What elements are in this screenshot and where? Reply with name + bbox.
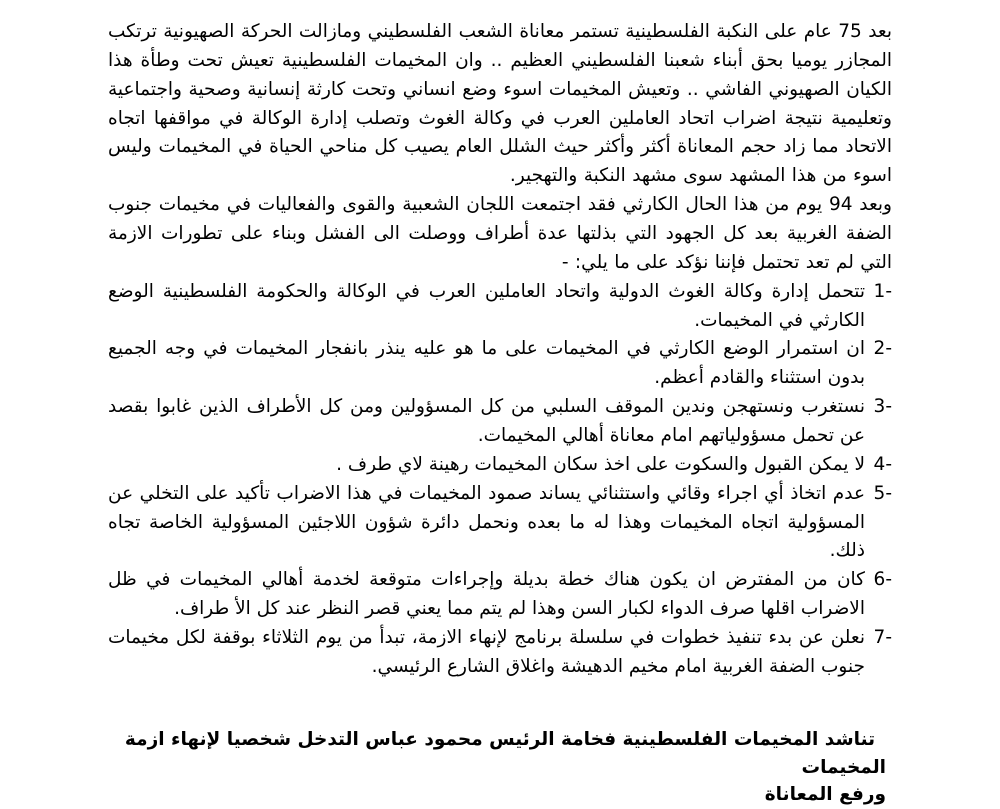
list-item: [108, 451, 892, 480]
list-item-text: نستغرب ونستهجن وندين الموقف السلبي من كل المسؤولين ومن كل الأطراف الذين غابوا بقصد عن تحمل مسؤولياتهم امام معاناة أهالي المخيمات.: [108, 396, 865, 447]
list-item-marker: 5-: [873, 482, 892, 504]
list-item: [108, 480, 892, 567]
list-item-text: كان من المفترض ان يكون هناك خطة بديلة وإجراءات متوقعة لخدمة أهالي المخيمات في ظل الاضراب اقلها صرف الدواء لكبار السن وهذا لم يتم مما يعني قصر النظر عند كل الأ طراف.: [108, 569, 865, 620]
footer-spacer: [108, 682, 892, 726]
intro-paragraph: بعد 75 عام على النكبة الفلسطينية تستمر معاناة الشعب الفلسطيني ومازالت الحركة الصهيونية ترتكب المجازر يوميا بحق أبناء شعبنا الفلسطيني العظيم .. وان المخيمات الفلسطينية تعيش تحت وطأة هذا الكيان الصهيوني الفاشي .. وتعيش المخيمات اسوء وضع انساني وتحت كارثة إنسانية وصحية واجتماعية وتعليمية نتيجة اضراب اتحاد العاملين العرب في وكالة الغوث وتصلب إدارة الوكالة في مواقفها اتجاه الاتحاد مما زاد حجم المعاناة أكثر وأكثر حيث الشلل العام يصيب كل مناحي الحياة في المخيمات وليس اسوء من هذا المشهد سوى مشهد النكبة والتهجير.: [108, 21, 892, 187]
list-item-marker: 7-: [873, 627, 892, 649]
list-item-text: عدم اتخاذ أي اجراء وقائي واستثنائي يساند صمود المخيمات في هذا الاضراب تأكيد على التخلي عن المسؤولية اتجاه المخيمات وهذا له ما بعده ونحمل دائرة شؤون اللاجئين المسؤولية الخاصة تجاه ذلك.: [108, 482, 865, 562]
list-item: [108, 393, 892, 451]
second-paragraph: وبعد 94 يوم من هذا الحال الكارثي فقد اجتمعت اللجان الشعبية والقوى والفعاليات في مخيمات جنوب الضفة الغربية بعد كل الجهود التي بذلتها عدة أطراف ووصلت الى الفشل وبناء على تطورات الازمة التي لم تعد تحتمل فإننا نؤكد على ما يلي: -: [108, 194, 892, 273]
list-item-text: لا يمكن القبول والسكوت على اخذ سكان المخيمات رهينة لاي طرف .: [336, 453, 865, 475]
list-item-marker: 2-: [873, 338, 892, 360]
list-item-marker: 6-: [873, 569, 892, 591]
list-item-marker: 3-: [873, 396, 892, 418]
list-item-text: ان استمرار الوضع الكارثي في المخيمات على ما هو عليه ينذر بانفجار المخيمات في وجه الجميع بدون استثناء والقادم أعظم.: [108, 338, 865, 389]
list-item: [108, 566, 892, 624]
list-item: [108, 278, 892, 336]
footer-appeal: [108, 726, 892, 809]
list-item-text: نعلن عن بدء تنفيذ خطوات في سلسلة برنامج لإنهاء الازمة، تبدأ من يوم الثلاثاء بوقفة لكل مخيمات جنوب الضفة الغربية امام مخيم الدهيشة واغلاق الشارع الرئيسي.: [108, 627, 865, 677]
list-item: [108, 335, 892, 393]
document-body: [108, 18, 892, 809]
footer-line-2: ورفع المعاناة: [764, 784, 886, 806]
list-item-text: تتحمل إدارة وكالة الغوث الدولية واتحاد العاملين العرب في الوكالة والحكومة الفلسطينية الوضع الكارثي في المخيمات.: [108, 280, 865, 331]
list-item-marker: 1-: [873, 280, 892, 302]
demands-list: [108, 278, 892, 682]
list-item-marker: 4-: [873, 453, 892, 475]
list-item: [108, 624, 892, 682]
footer-line-1: تناشد المخيمات الفلسطينية فخامة الرئيس محمود عباس التدخل شخصيا لإنهاء ازمة المخيمات: [124, 728, 886, 778]
